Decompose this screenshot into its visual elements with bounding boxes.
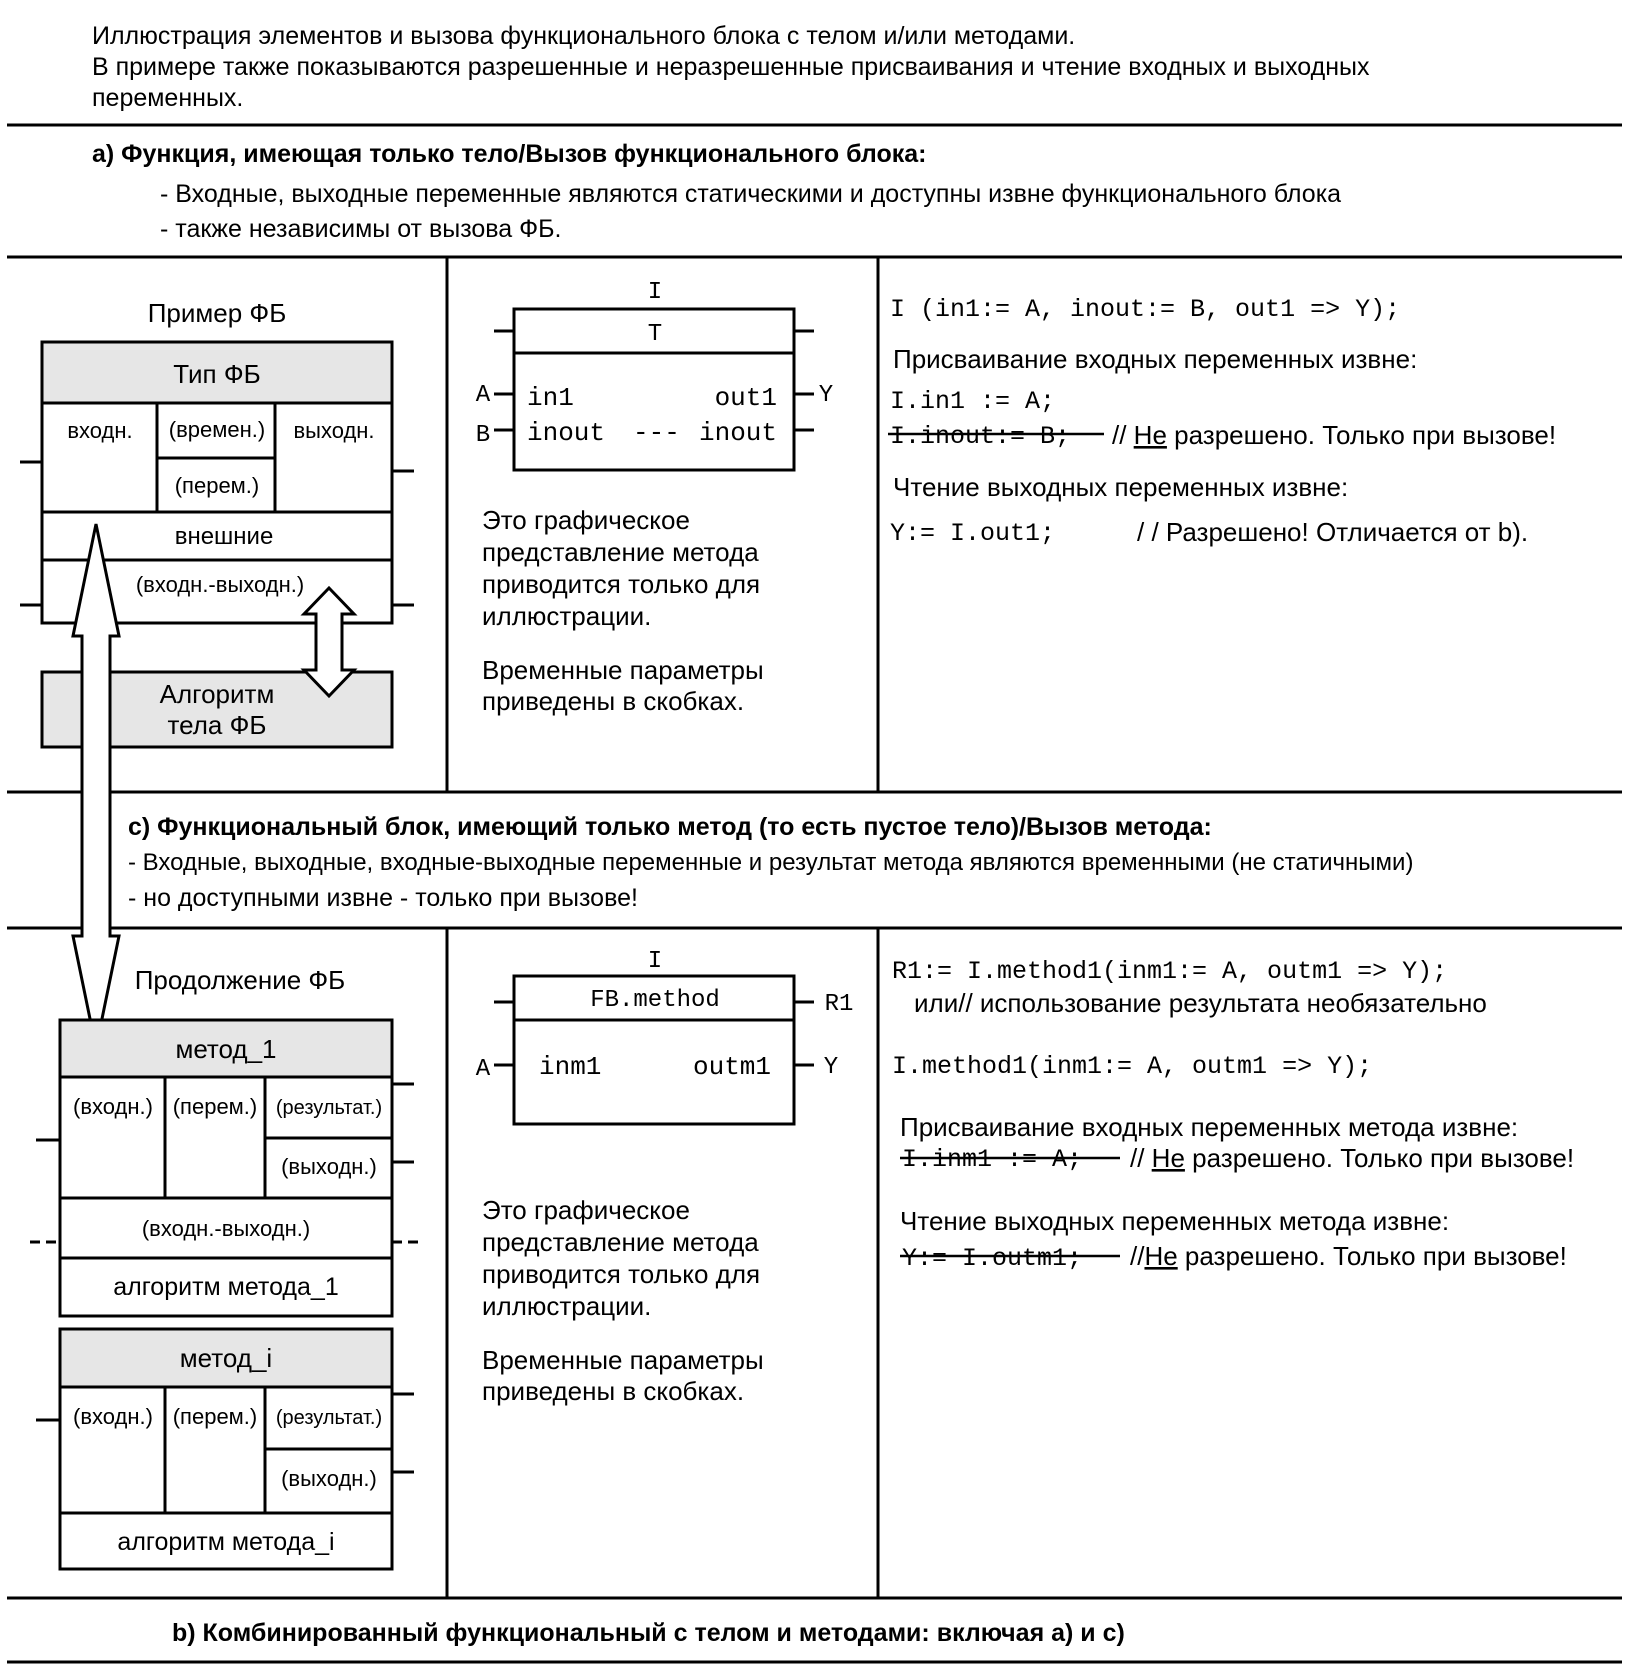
section-a-title: а) Функция, имеющая только тело/Вызов функционального блока: [92,140,927,168]
footer-title: b) Комбинированный функциональный с телом и методами: включая а) и с) [172,1619,1125,1647]
block-c-note-1: Это графическое [482,1195,690,1225]
code-c-assign-bad: I.inm1 := A; [902,1145,1083,1174]
code-c-call-1: R1:= I.method1(inm1:= A, outm1 => Y); [892,957,1448,986]
section-a-heading [92,140,1341,243]
block-c-port-out: outm1 [692,1052,771,1082]
block-a-port-inout-right: inout [698,418,777,448]
section-a-bullet-1: - Входные, выходные переменные являются статическими и доступны извне функционального блока [160,180,1342,208]
section-a-bullet-2: - также независимы от вызова ФБ. [160,215,562,243]
fb-temp-label-2: (перем.) [174,473,260,498]
fb-algorithm-label-1: Алгоритм [159,679,275,709]
block-c-out-r1: R1 [824,991,854,1018]
code-a-read-code: Y:= I.out1; [890,519,1056,548]
fb-inout-label: (входн.-выходн.) [135,572,305,597]
fb-example [20,298,414,747]
method-1-output: (выходн.) [281,1154,377,1179]
block-c-out-y: Y [823,1054,839,1081]
code-c [892,957,1574,1273]
block-a-port-out1: out1 [714,383,777,413]
block-c-note-4: иллюстрации. [482,1291,652,1321]
block-c-note-3: приводится только для [482,1259,761,1289]
method-i-input: (входн.) [73,1404,153,1429]
fb-temp-label-1: (времен.) [168,417,266,442]
inout-double-arrow [304,588,354,696]
fb-external-label: внешние [174,523,274,550]
method-1-inout: (входн.-выходн.) [141,1216,311,1241]
section-c-bullet-1: - Входные, выходные, входные-выходные переменные и результат метода являются временными (не статичными) [128,849,1414,876]
fb-output-label: выходн. [293,418,375,443]
fb-input-label: входн. [67,418,133,443]
block-a-note-2: представление метода [482,537,759,567]
fb-continuation [30,965,424,1569]
fb-type-label: Тип ФБ [173,359,261,389]
block-c-note-5: Временные параметры [482,1345,764,1375]
method-i-block [36,1329,414,1569]
block-a-port-dashes: --- [633,418,680,448]
block-c-instance: I [647,948,663,975]
code-a-assign-ok: I.in1 := A; [890,387,1056,416]
block-a-arg-b: B [475,422,491,449]
block-c-port-in: inm1 [539,1052,602,1082]
code-a-assign-comment: // Не разрешено. Только при вызове! [1112,420,1557,450]
block-a-port-in1: in1 [527,383,574,413]
block-a-note-5: Временные параметры [482,655,764,685]
code-c-read-bad: Y:= I.outm1; [902,1244,1083,1273]
block-a [476,279,833,716]
code-a-assign-title: Присваивание входных переменных извне: [893,344,1418,374]
method-1-input: (входн.) [73,1094,153,1119]
block-a-arg-a: A [475,382,491,409]
block-a-instance: I [647,279,663,306]
method-1-result: (результат.) [275,1097,383,1119]
header-line-3: переменных. [92,84,244,112]
method-1-temp: (перем.) [172,1094,258,1119]
header [92,22,1370,112]
header-line-2: В примере также показываются разрешенные и неразрешенные присваивания и чтение входных и выходных [92,53,1370,81]
code-a-call: I (in1:= A, inout:= B, out1 => Y); [890,295,1401,324]
method-i-temp: (перем.) [172,1404,258,1429]
section-c-heading [128,813,1413,912]
method-i-title: метод_i [179,1343,273,1373]
block-a-note-4: иллюстрации. [482,601,652,631]
method-i-algorithm: алгоритм метода_i [117,1528,335,1556]
section-c-title: с) Функциональный блок, имеющий только метод (то есть пустое тело)/Вызов метода: [128,813,1212,841]
block-c-arg-a: A [475,1056,491,1083]
block-a-out-y: Y [818,382,834,409]
method-1-block [30,1020,424,1316]
code-a-assign-bad: I.inout:= B; [890,422,1071,451]
long-double-arrow [73,524,119,1048]
block-c [476,948,854,1406]
block-c-type: FB.method [590,987,720,1014]
code-c-assign-title: Присваивание входных переменных метода извне: [900,1112,1519,1142]
code-c-read-title: Чтение выходных переменных метода извне: [900,1206,1450,1236]
code-a-read-title: Чтение выходных переменных извне: [893,472,1349,502]
fb-cont-caption: Продолжение ФБ [134,965,346,995]
method-1-title: метод_1 [175,1034,277,1064]
fb-example-caption: Пример ФБ [147,298,287,328]
header-line-1: Иллюстрация элементов и вызова функционального блока с телом и/или методами. [92,22,1076,50]
code-a-read-comment: / / Разрешено! Отличается от b). [1137,517,1529,547]
block-a-port-inout-left: inout [527,418,606,448]
block-a-note-6: приведены в скобках. [482,686,745,716]
fb-algorithm-label-2: тела ФБ [167,710,267,740]
code-c-or-comment: или// использование результата необязательно [914,988,1487,1018]
code-c-read-comment: //Не разрешено. Только при вызове! [1130,1241,1567,1271]
section-c-bullet-2: - но доступными извне - только при вызове! [128,884,638,912]
method-1-algorithm: алгоритм метода_1 [113,1273,339,1301]
code-c-call-2: I.method1(inm1:= A, outm1 => Y); [892,1052,1373,1081]
method-i-result: (результат.) [275,1407,383,1429]
method-i-output: (выходн.) [281,1466,377,1491]
block-a-note-3: приводится только для [482,569,761,599]
code-c-assign-comment: // Не разрешено. Только при вызове! [1130,1143,1575,1173]
block-a-note-1: Это графическое [482,505,690,535]
block-a-type: T [647,321,663,348]
block-c-note-6: приведены в скобках. [482,1376,745,1406]
code-a [888,295,1556,548]
block-c-note-2: представление метода [482,1227,759,1257]
